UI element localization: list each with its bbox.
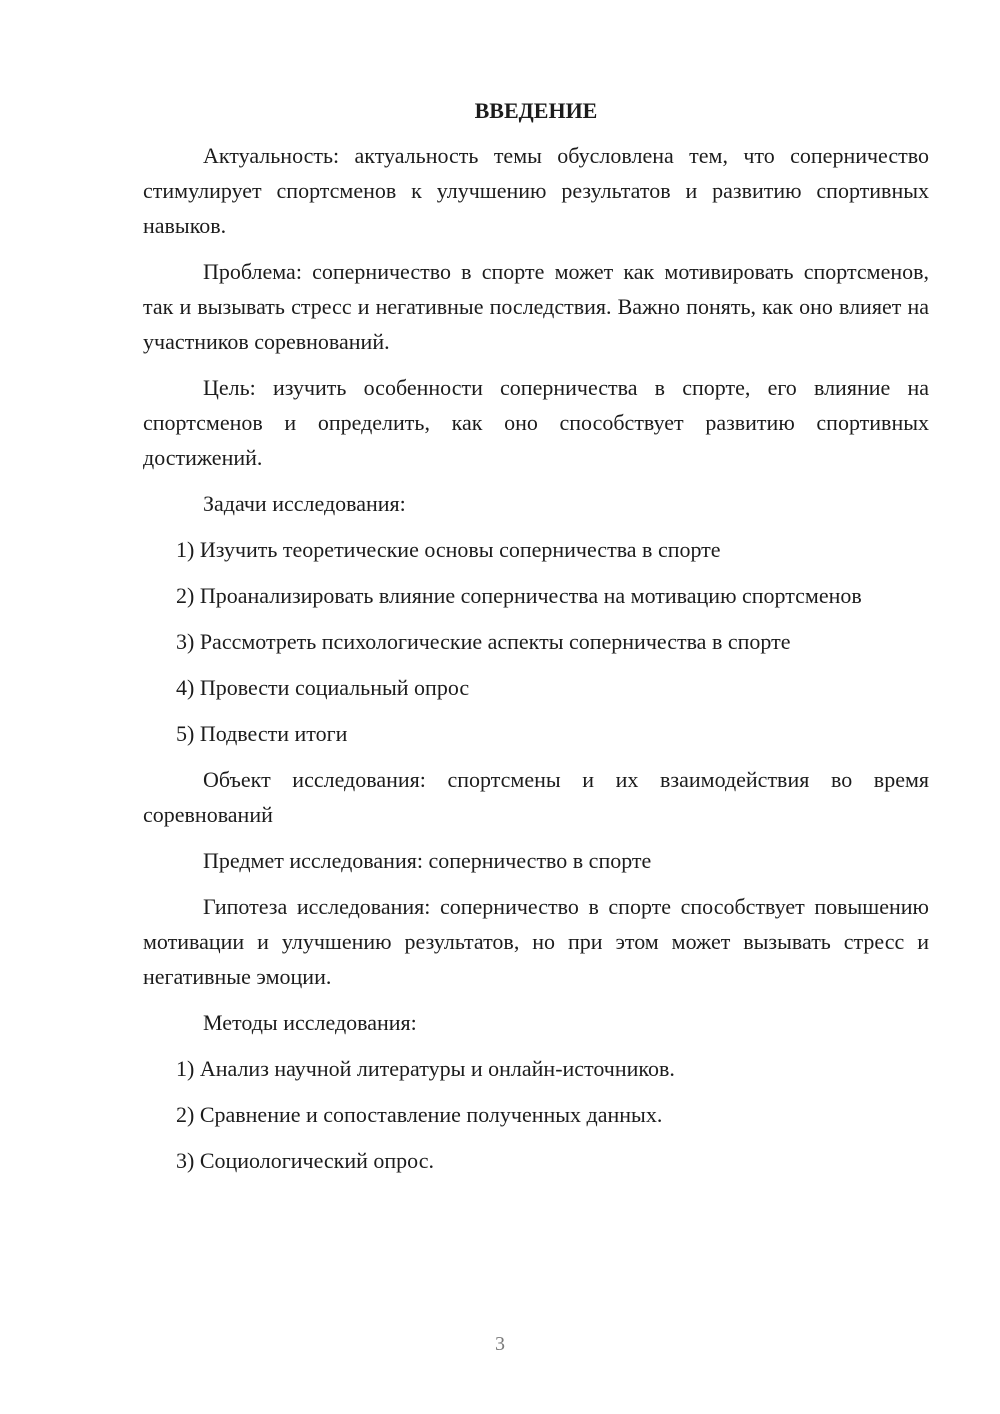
task-item: 4) Провести социальный опрос (176, 675, 470, 700)
task-item: 1) Изучить теоретические основы соперничества в спорте (176, 537, 721, 562)
problem-paragraph: Проблема: соперничество в спорте может как мотивировать спортсменов, так и вызывать стресс и негативные последствия. Важно понять, как оно влияет на участников соревнований. (143, 259, 929, 354)
methods-heading: Методы исследования: (203, 1010, 417, 1035)
subject-paragraph: Предмет исследования: соперничество в спорте (203, 848, 652, 873)
hypothesis-paragraph: Гипотеза исследования: соперничество в спорте способствует повышению мотивации и улучшению результатов, но при этом может вызывать стресс и негативные эмоции. (143, 894, 929, 989)
goal-paragraph: Цель: изучить особенности соперничества в спорте, его влияние на спортсменов и определить, как оно способствует развитию спортивных достижений. (143, 375, 929, 470)
method-item: 2) Сравнение и сопоставление полученных данных. (176, 1102, 663, 1127)
object-paragraph: Объект исследования: спортсмены и их взаимодействия во время соревнований (143, 767, 929, 827)
task-item: 3) Рассмотреть психологические аспекты соперничества в спорте (176, 629, 791, 654)
task-item: 5) Подвести итоги (176, 721, 348, 746)
task-item: 2) Проанализировать влияние соперничества на мотивацию спортсменов (176, 583, 862, 608)
method-item: 3) Социологический опрос. (176, 1148, 434, 1173)
page-number: 3 (495, 1333, 505, 1355)
method-item: 1) Анализ научной литературы и онлайн-источников. (176, 1056, 675, 1081)
document-page (143, 94, 929, 1189)
tasks-heading: Задачи исследования: (203, 491, 406, 516)
page-title: ВВЕДЕНИЕ (474, 98, 598, 123)
relevance-paragraph: Актуальность: актуальность темы обусловлена тем, что соперничество стимулирует спортсменов к улучшению результатов и развитию спортивных навыков. (143, 143, 929, 238)
